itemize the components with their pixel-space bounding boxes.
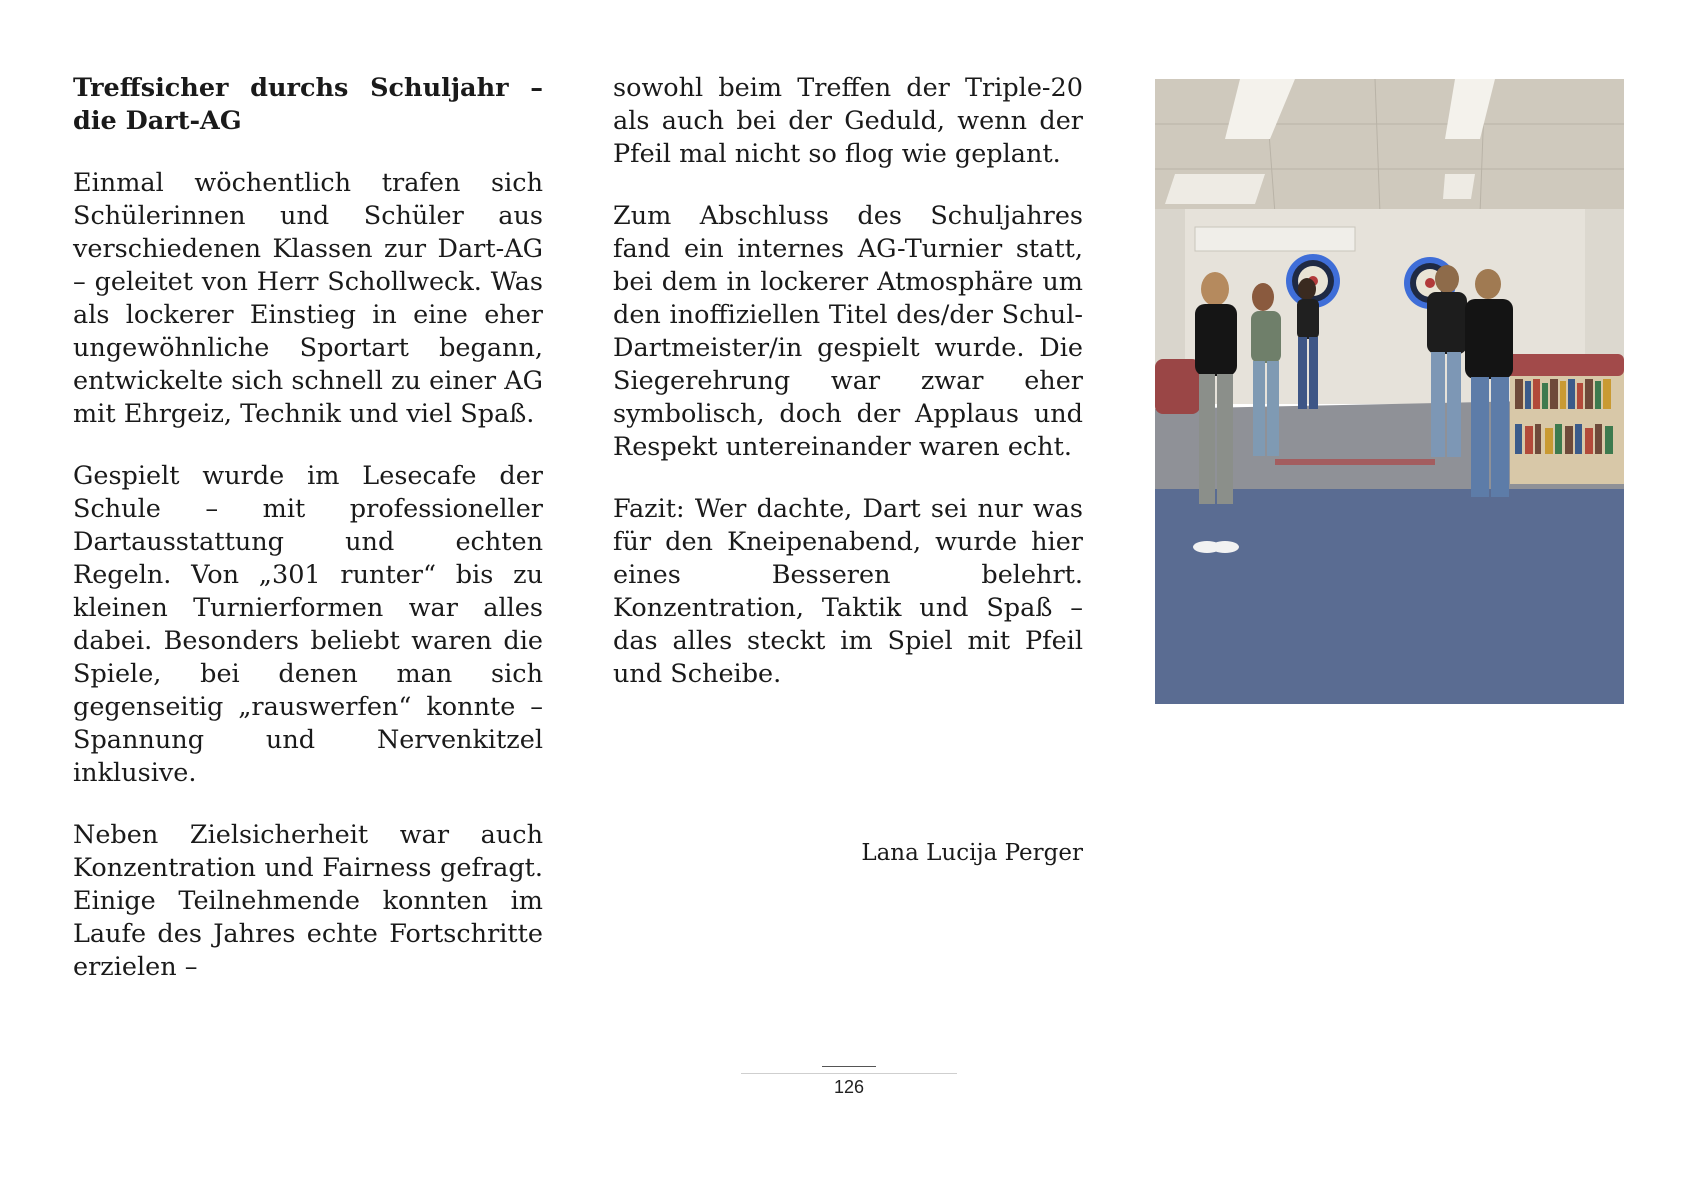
article-paragraph: Einmal wöchentlich trafen sich Schülerinnen und Schüler aus verschiedenen Klassen zur Dart-AG – geleitet von Herr Schollweck. Was als lockerer Einstieg in eine eher ungewöhnliche Sportart begann, entwickelte sich schnell zu einer AG mit Ehrgeiz, Technik und viel Spaß. (73, 168, 543, 429)
page-number: 126 (833, 1077, 865, 1097)
article-paragraph: Zum Abschluss des Schuljahres fand ein internes AG-Turnier statt, bei dem in lockerer Atmosphäre um den inoffiziellen Titel des/der Schul-Dartmeister/in gespielt wurde. Die Siegerehrung war zwar eher symbolisch, doch der Applaus und Respekt untereinander waren echt. (613, 201, 1083, 462)
students-playing-darts-photo (1155, 79, 1624, 704)
article-paragraph: Gespielt wurde im Lesecafe der Schule – mit professioneller Dartausstattung und echten Regeln. Von „301 runter“ bis zu kleinen Turnierformen war alles dabei. Besonders beliebt waren die Spiele, bei denen man sich gegenseitig „rauswerfen“ konnte – Spannung und Nervenkitzel inklusive. (73, 461, 543, 788)
article-author: Lana Lucija Perger (861, 840, 1083, 866)
article-column-left (73, 72, 543, 1013)
article-paragraph: sowohl beim Treffen der Triple-20 als auch bei der Geduld, wenn der Pfeil mal nicht so flog wie geplant. (613, 73, 1083, 169)
article-headline: Treffsicher durchs Schuljahr – die Dart-AG (73, 73, 543, 136)
article-paragraph: Neben Zielsicherheit war auch Konzentration und Fairness gefragt. Einige Teilnehmende konnten im Laufe des Jahres echte Fortschritte erzielen – (73, 820, 543, 982)
footer-rule-short (822, 1066, 876, 1067)
article-paragraph: Fazit: Wer dachte, Dart sei nur was für den Kneipenabend, wurde hier eines Besseren belehrt. Konzentration, Taktik und Spaß – das alles steckt im Spiel mit Pfeil und Scheibe. (613, 494, 1083, 689)
article-column-right (613, 72, 1083, 720)
footer-rule (741, 1073, 957, 1074)
